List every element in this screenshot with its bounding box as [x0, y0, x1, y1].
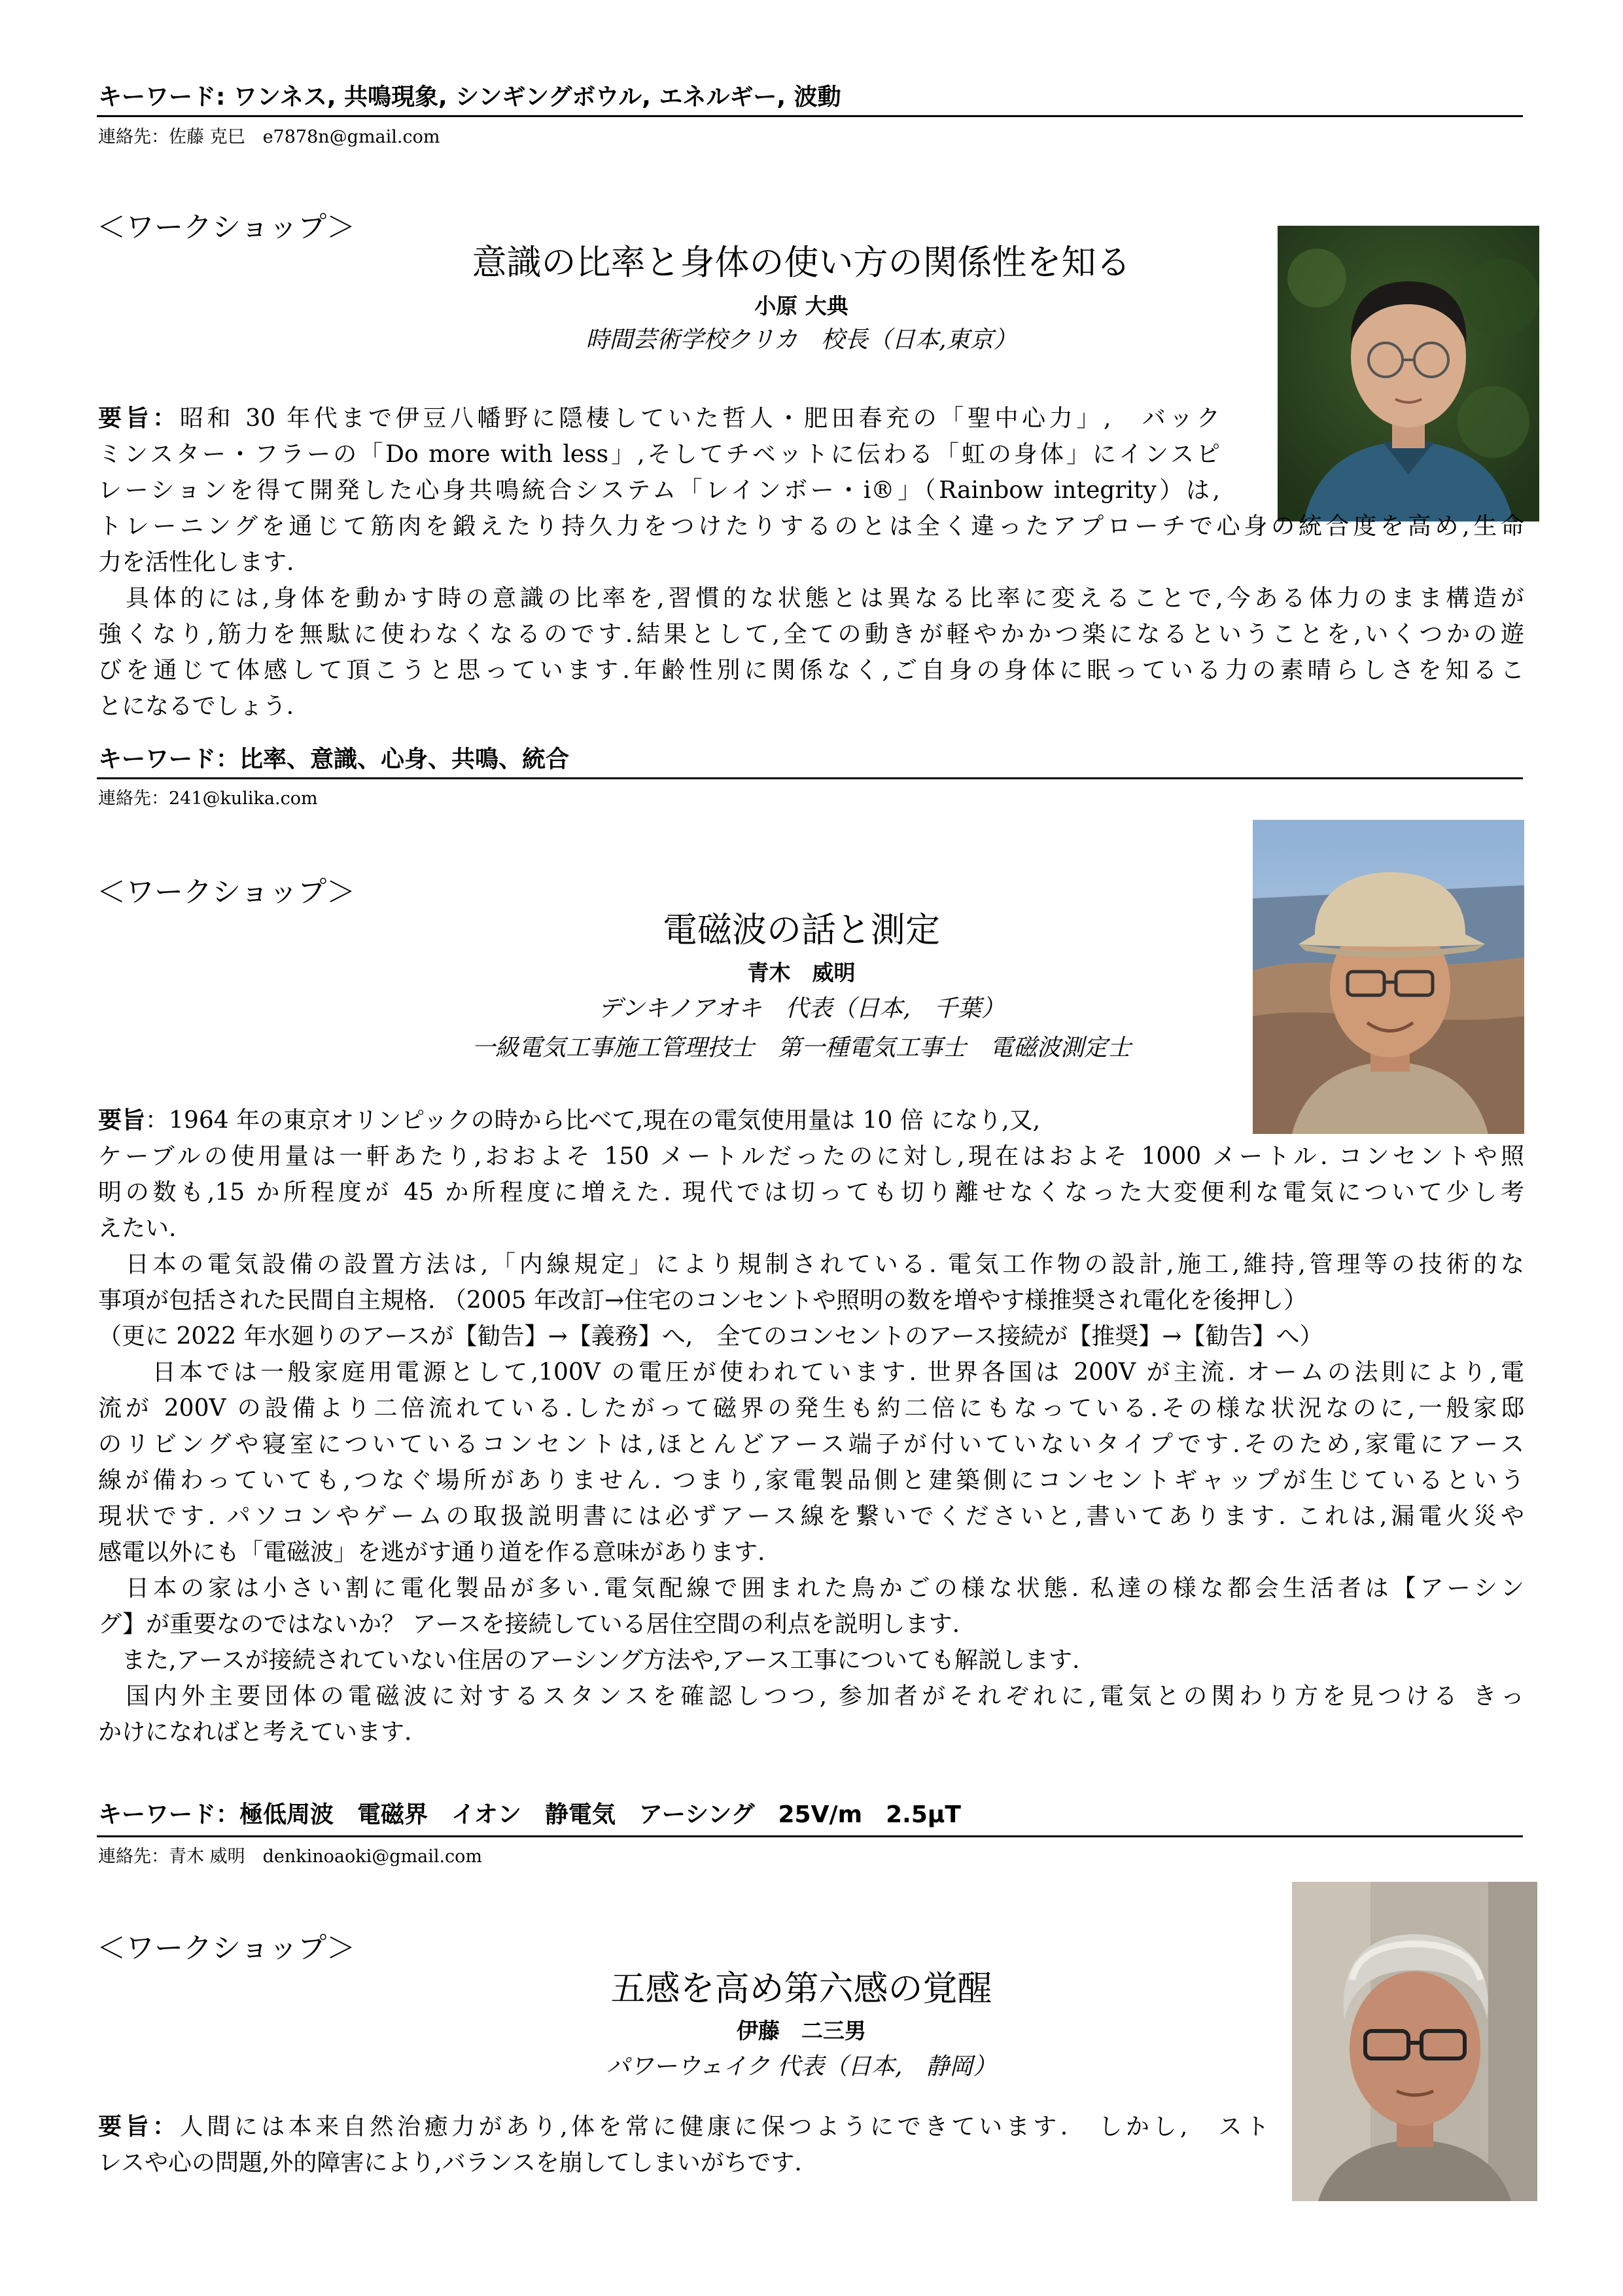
ws3-line-2: レスや心の問題,外的障害により,バランスを崩してしまいがちです.	[98, 2149, 802, 2176]
ws2-affiliation: デンキノアオキ 代表（日本, 千葉）	[598, 995, 1005, 1022]
ws2-line-7: （更に 2022 年水廻りのアースが【勧告】→【義務】へ, 全てのコンセントのアース接続が【推奨】→【勧告】へ）	[98, 1323, 1323, 1350]
ws2-title: 電磁波の話と測定	[663, 910, 940, 950]
ws1-contact: 連絡先：241@kulika.com	[98, 788, 318, 809]
ws3-author: 伊藤 二三男	[737, 2018, 866, 2043]
ws2-line-11: 線が備わっていても,つなぐ場所がありません. つまり,家電製品側と建築側にコンセントギャップが生じているという	[98, 1467, 1524, 1494]
ws1-author: 小原 大典	[754, 293, 848, 319]
ws3-title: 五感を高め第六感の覚醒	[610, 1969, 992, 2009]
ws2-author: 青木 威明	[747, 960, 856, 985]
ws2-section-label: ＜ワークショップ＞	[97, 875, 356, 909]
ws1-summary-label: 要旨：	[98, 405, 180, 432]
ws2-keywords: キーワード：極低周波 電磁界 イオン 静電気 アーシング 25V/m 2.5μT	[98, 1801, 961, 1828]
ws3-summary	[98, 2109, 1269, 2181]
ws2-contact: 連絡先：青木 威明 denkinoaoki@gmail.com	[98, 1846, 483, 1867]
ws2-line-8: 日本では一般家庭用電源として,100V の電圧が使われています. 世界各国は 200V が主流. オームの法則により,電	[98, 1359, 1524, 1386]
ws1-line-7: 強くなり,筋力を無駄に使わなくなるのです.結果として,全ての動きが軽やかかつ楽になるということを,いくつかの遊	[98, 621, 1524, 648]
top-keywords: キーワード: ワンネス, 共鳴現象, シンギングボウル, エネルギー, 波動	[98, 84, 841, 111]
ws2-line-4: えたい.	[98, 1215, 177, 1242]
ws3-affiliation: パワーウェイク 代表（日本, 静岡）	[606, 2053, 997, 2080]
ws2-line-18: かけになればと考えています.	[98, 1719, 412, 1746]
ws1-line-2: ミンスター・フラーの「Do more with less」,そしてチベットに伝わる「虹の身体」にインスピ	[98, 441, 1220, 468]
ws1-line-3: レーションを得て開発した心身共鳴統合システム「レインボー・i®」（Rainbow integrity）は,	[98, 477, 1220, 504]
ws2-line-1: 要旨：1964 年の東京オリンピックの時から比べて,現在の電気使用量は 10 倍 になり,又,	[98, 1107, 1041, 1134]
ws1-line-9: とになるでしょう.	[98, 693, 294, 720]
ws1-section-label: ＜ワークショップ＞	[97, 211, 356, 244]
ws3-section-label: ＜ワークショップ＞	[97, 1932, 356, 1965]
ws1-divider	[97, 777, 1523, 779]
top-contact: 連絡先：佐藤 克巳 e7878n@gmail.com	[98, 127, 440, 147]
ws3-summary-label: 要旨：	[98, 2113, 180, 2140]
ws1-line-5: 力を活性化します.	[98, 549, 294, 576]
ws1-line-4: トレーニングを通じて筋肉を鍛えたり持久力をつけたりするのとは全く違ったアプローチで心身の統合度を高め,生命	[98, 513, 1524, 540]
ws2-credentials: 一級電気工事施工管理技士 第一種電気工事士 電磁波測定士	[471, 1034, 1131, 1061]
ws2-line-10: のリビングや寝室についているコンセントは,ほとんどアース端子が付いていないタイプです.そのため,家電にアース	[98, 1431, 1524, 1458]
ws1-line-8: びを通じて体感して頂こうと思っています.年齢性別に関係なく,ご自身の身体に眠っている力の素晴らしさを知るこ	[98, 657, 1524, 684]
ws1-summary-full	[98, 508, 1524, 724]
ws1-summary-short	[98, 400, 1220, 508]
ws2-line-6: 事項が包括された民間自主規格. （2005 年改訂→住宅のコンセントや照明の数を増やす様推奨され電化を後押し）	[98, 1287, 1308, 1314]
ws3-line-1: 要旨：人間には本来自然治癒力があり,体を常に健康に保つようにできています. しかし, スト	[98, 2113, 1269, 2140]
top-divider	[97, 115, 1523, 117]
ws2-line-12: 現状です. パソコンやゲームの取扱説明書には必ずアース線を繋いでくださいと,書いてあります. これは,漏電火災や	[98, 1503, 1524, 1530]
ws2-line-13: 感電以外にも「電磁波」を逃がす通り道を作る意味があります.	[98, 1539, 765, 1566]
ws2-summary-label: 要旨	[98, 1107, 146, 1134]
ws2-line-16: また,アースが接続されていない住居のアーシング方法や,アース工事についても解説します.	[98, 1647, 1080, 1674]
ws2-line-2: ケーブルの使用量は一軒あたり,おおよそ 150 メートルだったのに対し,現在はおよそ 1000 メートル. コンセントや照	[98, 1143, 1524, 1170]
ws2-line-17: 国内外主要団体の電磁波に対するスタンスを確認しつつ, 参加者がそれぞれに,電気との関わり方を見つける きっ	[98, 1683, 1524, 1710]
ws2-summary-full	[98, 1139, 1524, 1750]
ws3-speaker-photo	[1292, 1882, 1537, 2201]
ws2-line-15: グ】が重要なのではないか？ アースを接続している居住空間の利点を説明します.	[98, 1611, 960, 1638]
ws2-summary-short	[98, 1103, 1197, 1139]
ws2-speaker-photo	[1253, 820, 1524, 1134]
ws1-affiliation: 時間芸術学校クリカ 校長（日本,東京）	[585, 327, 1017, 353]
ws2-line-3: 明の数も,15 か所程度が 45 か所程度に増えた. 現代では切っても切り離せなくなった大変便利な電気について少し考	[98, 1179, 1524, 1206]
ws1-keywords: キーワード：比率、意識、心身、共鳴、統合	[98, 746, 570, 773]
ws1-line-1: 要旨：昭和 30 年代まで伊豆八幡野に隠棲していた哲人・肥田春充の「聖中心力」, バック	[98, 405, 1220, 432]
ws1-title: 意識の比率と身体の使い方の関係性を知る	[472, 243, 1131, 283]
ws2-line-14: 日本の家は小さい割に電化製品が多い.電気配線で囲まれた鳥かごの様な状態. 私達の様な都会生活者は【アーシン	[98, 1575, 1524, 1602]
ws2-line-5: 日本の電気設備の設置方法は,「内線規定」により規制されている. 電気工作物の設計,施工,維持,管理等の技術的な	[98, 1251, 1524, 1278]
ws1-line-6: 具体的には,身体を動かす時の意識の比率を,習慣的な状態とは異なる比率に変えることで,今ある体力のまま構造が	[98, 585, 1524, 612]
ws2-divider	[97, 1835, 1523, 1837]
ws2-line-9: 流が 200V の設備より二倍流れている.したがって磁界の発生も約二倍にもなっている.その様な状況なのに,一般家邸	[98, 1395, 1524, 1422]
ws1-speaker-photo	[1278, 226, 1539, 521]
